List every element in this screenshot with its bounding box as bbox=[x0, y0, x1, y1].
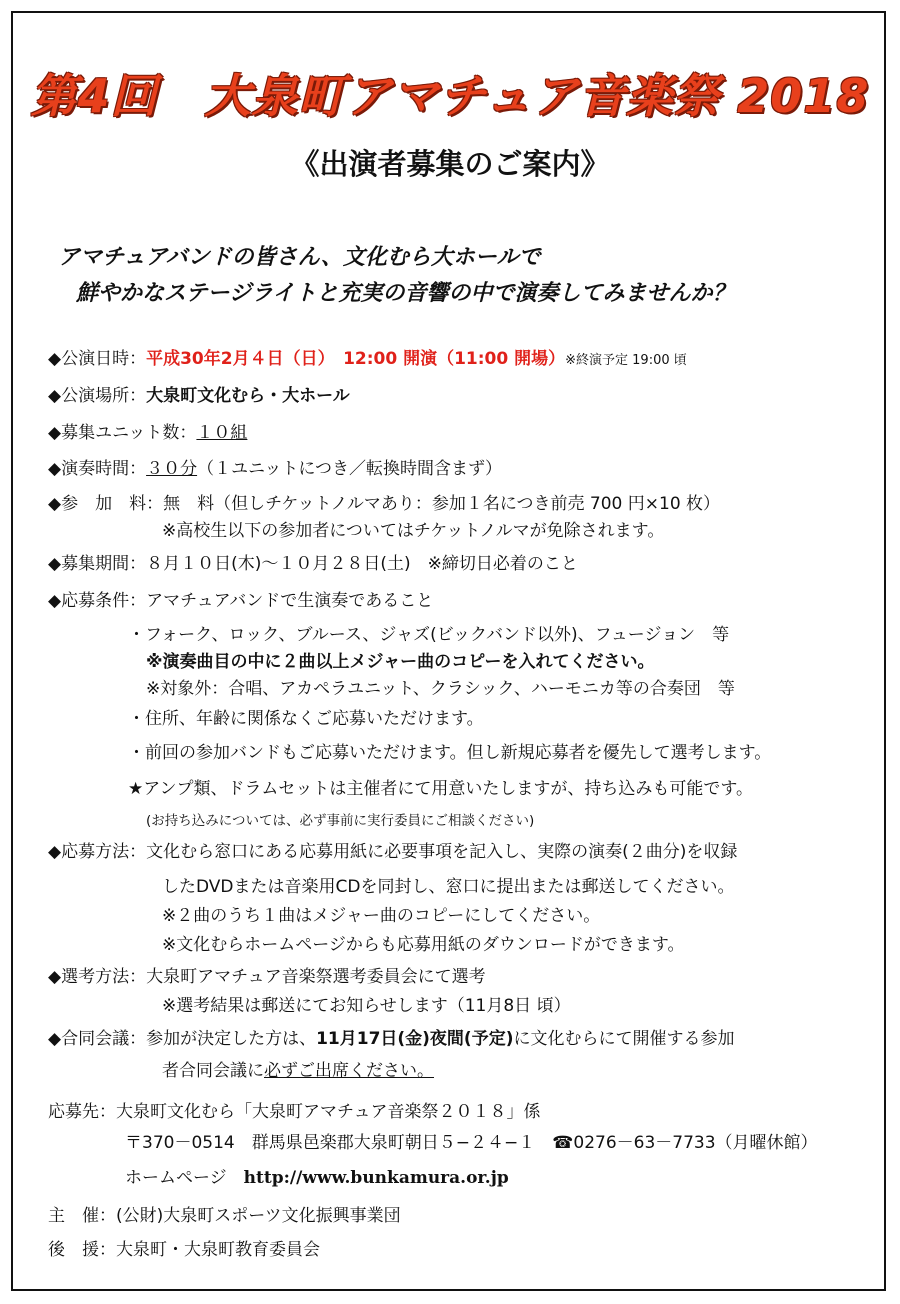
event-title: 第4回 大泉町アマチュア音楽祭 2018 bbox=[30, 69, 870, 123]
conditions-anyone: ・住所、年齢に関係なくご応募いただけます。 bbox=[128, 709, 484, 729]
fee-value: 無 料（但しチケットノルマあり：参加１名につき前売 700 円×10 枚） bbox=[163, 494, 721, 514]
meeting-line-2 bbox=[162, 1061, 434, 1081]
lead-line-2: 鮮やかなステージライトと充実の音響の中で演奏してみませんか？ bbox=[76, 281, 735, 306]
date-note: ※終演予定 19:00 頃 bbox=[565, 353, 687, 368]
units-label: ◆募集ユニット数： bbox=[48, 423, 197, 443]
organizer-value: (公財)大泉町スポーツ文化振興事業団 bbox=[116, 1206, 401, 1226]
contact-address: 〒370－0514 群馬県邑楽郡大泉町朝日５−２４−１ bbox=[125, 1133, 536, 1153]
contact-to: 大泉町文化むら「大泉町アマチュア音楽祭２０１８」係 bbox=[116, 1102, 541, 1122]
conditions-equipment: ★アンプ類、ドラムセットは主催者にて用意いたしますが、持ち込みも可能です。 bbox=[128, 779, 754, 799]
contact-phone: ☎0276－63－7733（月曜休館） bbox=[552, 1133, 818, 1153]
hp-link[interactable]: http://www.bunkamura.or.jp bbox=[243, 1168, 509, 1188]
method-line-2: したDVDまたは音楽用CDを同封し、窓口に提出または郵送してください。 bbox=[162, 877, 735, 897]
conditions-value: アマチュアバンドで生演奏であること bbox=[146, 591, 434, 611]
hp-label: ホームページ bbox=[125, 1168, 227, 1188]
contact-address-row bbox=[125, 1133, 818, 1153]
method-note-2: ※文化むらホームページからも応募用紙のダウンロードができます。 bbox=[162, 935, 685, 955]
fee-note: ※高校生以下の参加者についてはチケットノルマが免除されます。 bbox=[162, 521, 665, 541]
page-subtitle: 《出演者募集のご案内》 bbox=[290, 147, 610, 181]
meeting-label: ◆合同会議： bbox=[48, 1029, 147, 1049]
selection-note: ※選考結果は郵送にてお知らせします（11月8日 頃） bbox=[162, 996, 571, 1016]
units-row bbox=[48, 423, 247, 443]
date-value: 平成30年2月４日（日） 12:00 開演（11:00 開場） bbox=[146, 349, 566, 369]
organizer-row bbox=[48, 1206, 401, 1226]
period-label: ◆募集期間： bbox=[48, 554, 147, 574]
fee-label: ◆参 加 料： bbox=[48, 494, 164, 514]
time-row bbox=[48, 459, 502, 479]
time-label: ◆演奏時間： bbox=[48, 459, 147, 479]
meeting-date: 11月17日(金)夜間(予定) bbox=[316, 1029, 514, 1049]
period-value: ８月１０日(木)～１０月２８日(土) ※締切日必着のこと bbox=[146, 554, 578, 574]
contact-row bbox=[48, 1102, 541, 1122]
period-row bbox=[48, 554, 578, 574]
conditions-previous: ・前回の参加バンドもご応募いただけます。但し新規応募者を優先して選考します。 bbox=[128, 743, 772, 763]
support-value: 大泉町・大泉町教育委員会 bbox=[116, 1240, 320, 1260]
venue-value: 大泉町文化むら・大ホール bbox=[146, 386, 350, 406]
selection-value: 大泉町アマチュア音楽祭選考委員会にて選考 bbox=[146, 967, 486, 987]
method-line-1: 文化むら窓口にある応募用紙に必要事項を記入し、実際の演奏(２曲分)を収録 bbox=[146, 842, 738, 862]
conditions-equipment-note: (お持ち込みについては、必ず事前に実行委員にご相談ください) bbox=[146, 813, 535, 829]
meeting-line-2a: 者合同会議に bbox=[162, 1061, 264, 1081]
method-label: ◆応募方法： bbox=[48, 842, 147, 862]
time-value: ３０分 bbox=[146, 459, 198, 479]
meeting-line-1a: 参加が決定した方は、 bbox=[146, 1029, 317, 1049]
contact-label: 応募先： bbox=[48, 1102, 116, 1122]
conditions-excluded: ※対象外：合唱、アカペラユニット、クラシック、ハーモニカ等の合奏団 等 bbox=[146, 679, 735, 699]
meeting-line-1c: に文化むらにて開催する参加 bbox=[513, 1029, 735, 1049]
date-label: ◆公演日時： bbox=[48, 349, 147, 369]
venue-label: ◆公演場所： bbox=[48, 386, 147, 406]
venue-row bbox=[48, 386, 350, 406]
page-border bbox=[11, 11, 886, 1291]
conditions-row bbox=[48, 591, 433, 611]
fee-row bbox=[48, 494, 720, 514]
contact-hp-row bbox=[125, 1168, 509, 1188]
selection-label: ◆選考方法： bbox=[48, 967, 147, 987]
selection-row bbox=[48, 967, 486, 987]
time-note: （１ユニットにつき／転換時間含まず） bbox=[197, 459, 503, 479]
units-value: １０組 bbox=[196, 423, 248, 443]
method-row bbox=[48, 842, 737, 862]
date-row bbox=[48, 349, 687, 371]
lead-line-1: アマチュアバンドの皆さん、文化むら大ホールで bbox=[58, 245, 541, 270]
meeting-must-attend: 必ずご出席ください。 bbox=[264, 1061, 434, 1081]
method-note-1: ※２曲のうち１曲はメジャー曲のコピーにしてください。 bbox=[162, 906, 601, 926]
meeting-row bbox=[48, 1029, 734, 1049]
conditions-label: ◆応募条件： bbox=[48, 591, 147, 611]
support-row bbox=[48, 1240, 320, 1260]
organizer-label: 主 催： bbox=[48, 1206, 116, 1226]
conditions-genres: ・フォーク、ロック、ブルース、ジャズ(ビックバンド以外)、フュージョン 等 bbox=[128, 625, 730, 645]
conditions-copy-note: ※演奏曲目の中に２曲以上メジャー曲のコピーを入れてください。 bbox=[146, 652, 655, 672]
support-label: 後 援： bbox=[48, 1240, 116, 1260]
